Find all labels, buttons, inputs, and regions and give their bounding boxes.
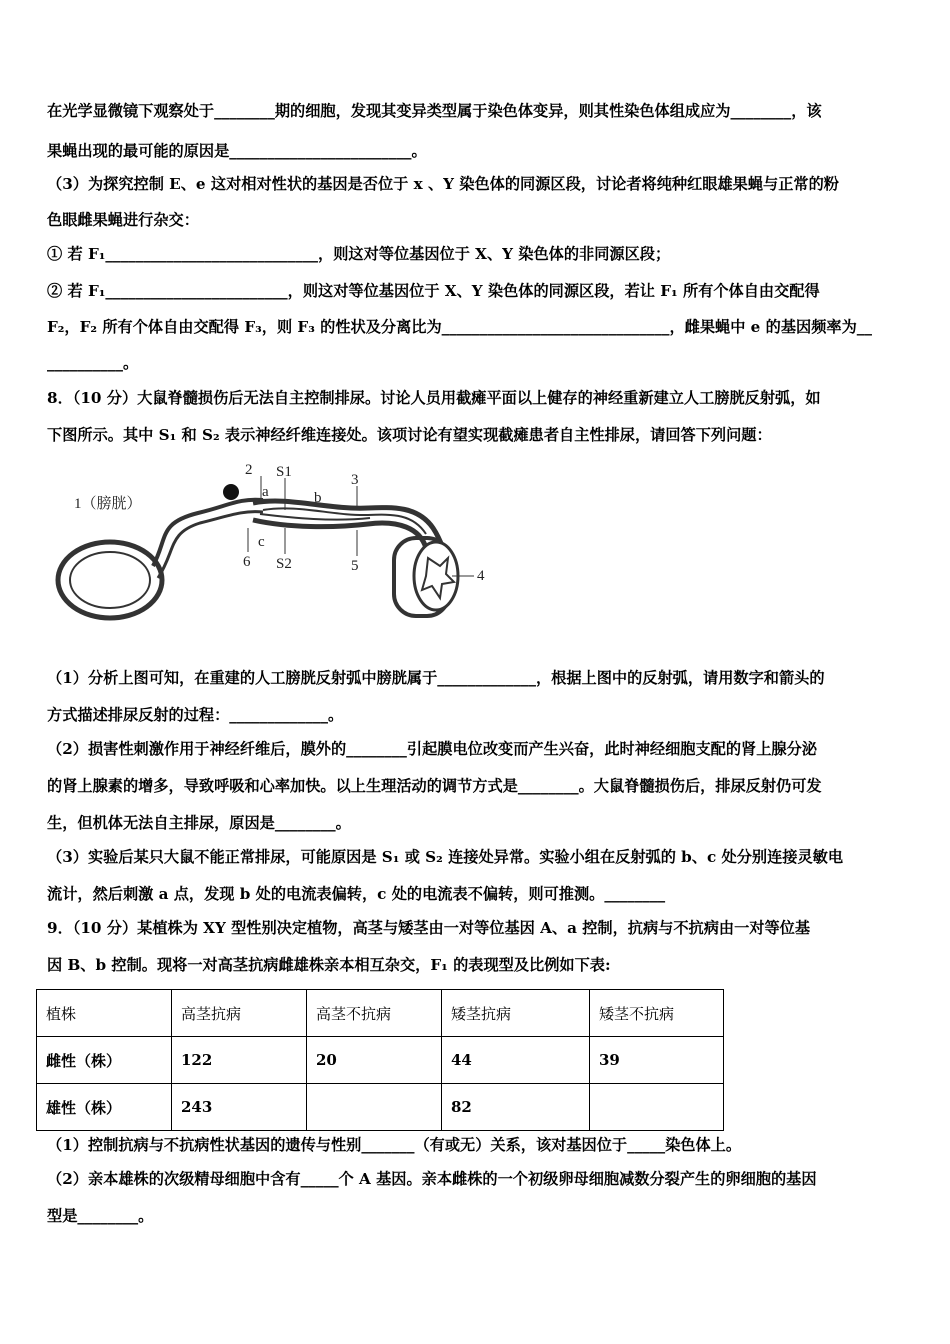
text-line-10: 下图所示。其中 S₁ 和 S₂ 表示神经纤维连接处。该项讨论有望实现截瘫患者自主性排尿，请回答下列问题： (47, 426, 772, 444)
text-line-8: __________。 (47, 354, 139, 372)
text-line-18: 9．（10 分）某植株为 XY 型性别决定植物，高茎与矮茎由一对等位基因 A、a 控制，抗病与不抗病由一对等位基 (47, 919, 811, 937)
text-line-12: 方式描述排尿反射的过程：_____________。 (47, 706, 344, 724)
phenotype-table (36, 989, 724, 1131)
label-c: c (258, 534, 265, 550)
text-line-14: 的肾上腺素的增多，导致呼吸和心率加快。以上生理活动的调节方式是________。大鼠脊髓损伤后，排尿反射仍可发 (47, 777, 822, 795)
label-s2: S2 (276, 556, 292, 572)
table-row (37, 1084, 724, 1131)
table-cell: 44 (442, 1037, 590, 1084)
table-cell (590, 1084, 724, 1131)
text-line-7: F₂，F₂ 所有个体自由交配得 F₃，则 F₃ 的性状及分离比为______________________________，雌果蝇中 e 的基因频率为__ (47, 318, 872, 336)
table-header-row (37, 990, 724, 1037)
text-line-21: （2）亲本雄株的次级精母细胞中含有_____个 A 基因。亲本雌株的一个初级卵母细胞减数分裂产生的卵细胞的基因 (47, 1170, 817, 1188)
text-line-15: 生，但机体无法自主排尿，原因是________。 (47, 814, 351, 832)
label-2: 2 (245, 462, 253, 478)
table-header-cell: 高茎不抗病 (307, 990, 442, 1037)
table-header-cell: 植株 (37, 990, 172, 1037)
ganglion-dot (223, 484, 239, 500)
text-line-17: 流计，然后刺激 a 点，发现 b 处的电流表偏转，c 处的电流表不偏转，则可推测。________ (47, 885, 666, 903)
label-bladder: 1（膀胱） (74, 496, 142, 512)
text-line-22: 型是________。 (47, 1207, 154, 1225)
table-header-cell: 矮茎抗病 (442, 990, 590, 1037)
label-6: 6 (243, 554, 251, 570)
table-cell: 82 (442, 1084, 590, 1131)
table-cell: 243 (172, 1084, 307, 1131)
text-line-11: （1）分析上图可知，在重建的人工膀胱反射弧中膀胱属于_____________，根据上图中的反射弧，请用数字和箭头的 (47, 669, 825, 687)
table-cell (307, 1084, 442, 1131)
text-line-2: 果蝇出现的最可能的原因是________________________。 (47, 142, 427, 160)
text-line-4: 色眼雌果蝇进行杂交： (47, 211, 199, 229)
table-row (37, 1037, 724, 1084)
text-line-20: （1）控制抗病与不抗病性状基因的遗传与性别_______（有或无）关系，该对基因位于_____染色体上。 (47, 1136, 742, 1154)
table-header-cell: 高茎抗病 (172, 990, 307, 1037)
table-cell: 20 (307, 1037, 442, 1084)
label-s1: S1 (276, 464, 292, 480)
text-line-1: 在光学显微镜下观察处于________期的细胞，发现其变异类型属于染色体变异，则其性染色体组成应为________，该 (47, 102, 822, 120)
table-cell: 39 (590, 1037, 724, 1084)
table-cell: 122 (172, 1037, 307, 1084)
text-line-13: （2）损害性刺激作用于神经纤维后，膜外的________引起膜电位改变而产生兴奋，此时神经细胞支配的肾上腺分泌 (47, 740, 817, 758)
row-label: 雄性（株） (37, 1084, 172, 1131)
row-label: 雌性（株） (37, 1037, 172, 1084)
nerve-fiber-3 (253, 501, 448, 558)
label-4: 4 (477, 568, 485, 584)
label-5: 5 (351, 558, 359, 574)
text-line-6: ② 若 F₁________________________，则这对等位基因位于 X、Y 染色体的同源区段，若让 F₁ 所有个体自由交配得 (47, 282, 820, 300)
label-a: a (262, 484, 269, 500)
reflex-arc-diagram (48, 458, 498, 623)
bladder-shape (58, 542, 162, 618)
table-header-cell: 矮茎不抗病 (590, 990, 724, 1037)
text-line-5: ① 若 F₁____________________________，则这对等位基因位于 X、Y 染色体的非同源区段； (47, 245, 671, 263)
text-line-3: （3）为探究控制 E、e 这对相对性状的基因是否位于 x 、Y 染色体的同源区段，讨论者将纯种红眼雄果蝇与正常的粉 (47, 175, 839, 193)
text-line-19: 因 B、b 控制。现将一对高茎抗病雌雄株亲本相互杂交，F₁ 的表现型及比例如下表: (47, 956, 611, 974)
text-line-16: （3）实验后某只大鼠不能正常排尿，可能原因是 S₁ 或 S₂ 连接处异常。实验小组在反射弧的 b、c 处分别连接灵敏电 (47, 848, 844, 866)
text-line-9: 8．（10 分）大鼠脊髓损伤后无法自主控制排尿。讨论人员用截瘫平面以上健存的神经重新建立人工膀胱反射弧，如 (47, 389, 821, 407)
label-3: 3 (351, 472, 359, 488)
label-b: b (314, 490, 322, 506)
